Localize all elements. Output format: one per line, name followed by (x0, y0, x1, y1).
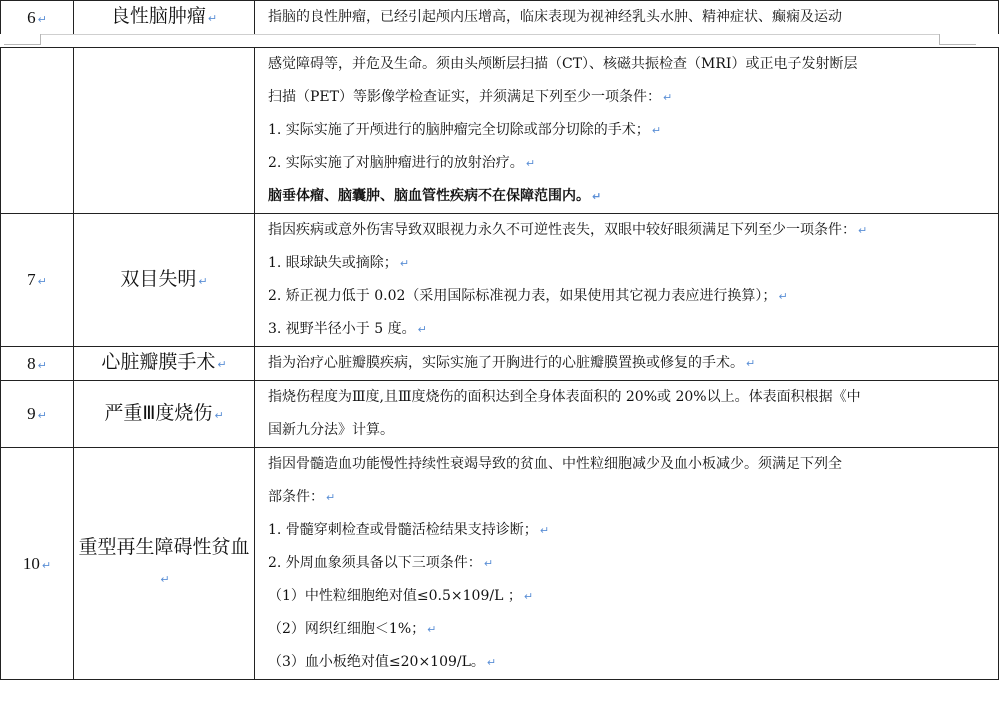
definition-line: 3. 视野半径小于 5 度。 ↵ (268, 321, 427, 337)
exclusion-note: 脑垂体瘤、脑囊肿、脑血管性疾病不在保障范围内。 ↵ (268, 188, 602, 204)
definition-line: 1. 骨髓穿刺检查或骨髓活检结果支持诊断； ↵ (268, 522, 550, 538)
definition-line: 1. 眼球缺失或摘除； ↵ (268, 255, 410, 271)
definition-line: 指因骨髓造血功能慢性持续性衰竭导致的贫血、中性粒细胞减少及血小板减少。须满足下列全 (268, 456, 842, 472)
definition-line: （3）血小板绝对值≤20×109/L。 ↵ (268, 654, 497, 670)
disease-name-cell: 双目失明 ↵ (74, 214, 255, 347)
row-number-cell (1, 48, 74, 214)
disease-name-cell: 严重Ⅲ度烧伤 ↵ (74, 381, 255, 448)
table-row (1, 448, 999, 680)
disease-name-cell: 良性脑肿瘤 ↵ (74, 1, 255, 35)
definition-cell (255, 448, 999, 680)
disease-definition-table (0, 47, 999, 680)
definition-cell (255, 214, 999, 347)
definition-cell (255, 347, 999, 381)
definition-line: 2. 外周血象须具备以下三项条件： ↵ (268, 555, 494, 571)
definition-line: （2）网织红细胞＜1%； ↵ (268, 621, 437, 637)
definition-line: 感觉障碍等，并危及生命。须由头颅断层扫描（CT）、核磁共振检查（MRI）或正电子发射断层 (268, 56, 858, 72)
definition-cell (255, 48, 999, 214)
definition-line: 指烧伤程度为Ⅲ度,且Ⅲ度烧伤的面积达到全身体表面积的 20%或 20%以上。体表面积根据《中 (268, 389, 861, 405)
page-break-line (40, 34, 940, 35)
definition-line: 指为治疗心脏瓣膜疾病，实际实施了开胸进行的心脏瓣膜置换或修复的手术。 ↵ (268, 355, 756, 371)
disease-name-cell (74, 48, 255, 214)
definition-line: 国新九分法》计算。 (268, 422, 394, 438)
table-row (1, 381, 999, 448)
definition-line: 指脑的良性肿瘤，已经引起颅内压增高，临床表现为视神经乳头水肿、精神症状、癫痫及运动 (268, 9, 842, 25)
definition-line: 部条件： ↵ (268, 489, 336, 505)
table-row (1, 214, 999, 347)
table-row (1, 347, 999, 381)
definition-line: 2. 实际实施了对脑肿瘤进行的放射治疗。 ↵ (268, 155, 536, 171)
row-number-cell: 10 ↵ (1, 448, 74, 680)
table-row (1, 48, 999, 214)
page-corner-mark-right (939, 34, 976, 45)
disease-name-cell: 重型再生障碍性贫血↵ (74, 448, 255, 680)
definition-line: 1. 实际实施了开颅进行的脑肿瘤完全切除或部分切除的手术； ↵ (268, 122, 662, 138)
row-number-cell: 7 ↵ (1, 214, 74, 347)
row-number-cell: 6 ↵ (1, 1, 74, 35)
row-number-cell: 8 ↵ (1, 347, 74, 381)
page-break-gap (0, 34, 1000, 47)
disease-name-cell: 心脏瓣膜手术 ↵ (74, 347, 255, 381)
definition-cell (255, 381, 999, 448)
row-number-cell: 9 ↵ (1, 381, 74, 448)
table-page-top-fragment (0, 0, 999, 35)
definition-line: （1）中性粒细胞绝对值≤0.5×109/L ； ↵ (268, 588, 534, 604)
table-row (1, 1, 999, 35)
definition-line: 指因疾病或意外伤害导致双眼视力永久不可逆性丧失，双眼中较好眼须满足下列至少一项条件： ↵ (268, 222, 868, 238)
page-corner-mark-left (4, 34, 41, 45)
definition-line: 扫描（PET）等影像学检查证实，并须满足下列至少一项条件： ↵ (268, 89, 673, 105)
definition-cell (255, 1, 999, 35)
definition-line: 2. 矫正视力低于 0.02（采用国际标准视力表，如果使用其它视力表应进行换算）； ↵ (268, 288, 788, 304)
